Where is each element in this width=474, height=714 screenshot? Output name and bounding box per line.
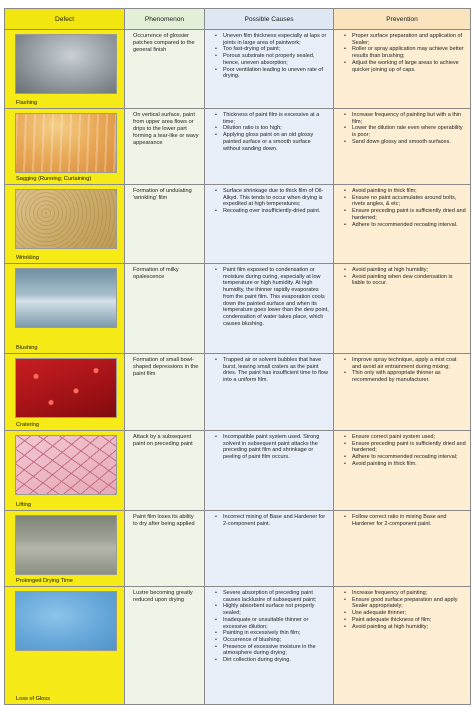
bullet-item: • Roller or spray application may achieve better results than brushing; — [344, 46, 466, 59]
bullet-item: • Proper surface preparation and application of Sealer; — [344, 33, 466, 46]
bullet-item: • Paint film exposed to condensation or moisture during curing, especially at low temperature or high humidity. At high humidity, the thinner rapidly evaporates from the paint film. This evaporation cools down the painted surface and when its temperature goes lower than the dew point, condensation of water takes place, which causes blushing. — [215, 267, 329, 327]
bullet-item: • Trapped air or solvent bubbles that have burst, leaving small craters as the paint dries. The paint has insufficient time to flow into a uniform film. — [215, 357, 329, 384]
bullet-item: • Severe absorption of preceding paint causes lacklustre of subsequent paint; — [215, 590, 329, 603]
header-prevention: Prevention — [334, 9, 471, 30]
causes-list — [205, 354, 333, 386]
phenomenon-text: On vertical surface, paint from upper area flows or drips to the lower part forming a tear-like or wavy appearance — [133, 112, 199, 147]
defect-name: Sagging (Running; Curtaining) — [16, 176, 92, 182]
bullet-item: • Use adequate thinner; — [344, 610, 466, 617]
bullet-item: • Avoid painting in thick film. — [344, 461, 466, 468]
bullet-item: • Inadequate or unsuitable thinner or excessive dilution; — [215, 617, 329, 630]
bullet-item: • Applying gloss paint on an old glossy painted surface or a smooth surface without sanding down. — [215, 132, 329, 152]
blushing-photo — [15, 268, 117, 328]
defect-cell — [5, 431, 125, 511]
causes-list — [205, 264, 333, 329]
causes-cell — [205, 431, 334, 511]
causes-list — [205, 431, 333, 463]
defect-cell — [5, 264, 125, 354]
bullet-item: • Poor ventilation leading to uneven rate of drying. — [215, 67, 329, 80]
bullet-item: • Occurrence of blushing; — [215, 637, 329, 644]
wrinkling-photo — [15, 189, 117, 249]
defect-cell — [5, 587, 125, 705]
bullet-item: • Thin only with appropriate thinner as recommended by manufacturer. — [344, 370, 466, 383]
phenomenon-text: Occurrence of glossier patches compared to the general finish — [133, 33, 195, 54]
bullet-item: • Follow correct ratio in mixing Base and Hardener for 2-component paint. — [344, 514, 466, 527]
defect-cell — [5, 354, 125, 431]
bullet-item: • Avoid painting at high humidity; — [344, 267, 466, 274]
phenomenon-cell — [125, 185, 205, 264]
bullet-item: • Ensure correct paint system used; — [344, 434, 466, 441]
prevention-list — [334, 587, 470, 632]
defect-name: Prolonged Drying Time — [16, 578, 73, 584]
table-row — [5, 264, 471, 354]
bullet-item: • Uneven film thickness especially at laps or joints in large area of paintwork; — [215, 33, 329, 46]
bullet-item: • Improve spray technique, apply a mist coat and avoid air entrainment during mixing; — [344, 357, 466, 370]
bullet-item: • Avoid painting in thick film; — [344, 188, 466, 195]
table-row — [5, 587, 471, 705]
table-row — [5, 30, 471, 109]
prevention-list — [334, 109, 470, 148]
bullet-item: • Recoating over insufficiently-dried paint. — [215, 208, 329, 215]
phenomenon-text: Paint film loses its ability to dry after being applied — [133, 514, 195, 528]
loss-of-gloss-photo — [15, 591, 117, 651]
defect-name: Cratering — [16, 422, 40, 428]
bullet-item: • Porous substrate not properly sealed, hence, uneven absorption; — [215, 53, 329, 66]
bullet-item: • Surface shrinkage due to thick film of Oil-Alkyd. This tends to occur when drying is expedited at high temperatures; — [215, 188, 329, 208]
causes-cell — [205, 511, 334, 587]
table-row — [5, 109, 471, 185]
bullet-item: • Presence of excessive moisture in the atmosphere during drying; — [215, 644, 329, 657]
defect-name: Wrinkling — [16, 255, 39, 261]
defect-cell — [5, 30, 125, 109]
phenomenon-cell — [125, 30, 205, 109]
causes-list — [205, 109, 333, 154]
bullet-item: • Thickness of paint film is excessive at a time; — [215, 112, 329, 125]
phenomenon-text: Formation of small bowl-shaped depressions in the paint film — [133, 357, 199, 378]
bullet-item: • Adhere to recommended recoating interval; — [344, 454, 466, 461]
bullet-item: • Increase frequency of painting; — [344, 590, 466, 597]
prevention-list — [334, 431, 470, 470]
prevention-list — [334, 264, 470, 289]
prevention-cell — [334, 109, 471, 185]
causes-cell — [205, 587, 334, 705]
causes-cell — [205, 185, 334, 264]
phenomenon-cell — [125, 431, 205, 511]
phenomenon-cell — [125, 511, 205, 587]
bullet-item: • Increase frequency of painting but with a thin film; — [344, 112, 466, 125]
flashing-photo — [15, 34, 117, 94]
bullet-item: • Ensure preceding paint is sufficiently dried and hardened; — [344, 208, 466, 221]
phenomenon-cell — [125, 587, 205, 705]
prevention-cell — [334, 587, 471, 705]
defect-name: Lifting — [16, 502, 31, 508]
prevention-cell — [334, 511, 471, 587]
phenomenon-text: Formation of milky opalescence — [133, 267, 179, 281]
phenomenon-cell — [125, 354, 205, 431]
defect-cell — [5, 511, 125, 587]
causes-cell — [205, 109, 334, 185]
table-row — [5, 185, 471, 264]
phenomenon-text: Formation of undulating 'wrinkling' film — [133, 188, 192, 202]
lifting-photo — [15, 435, 117, 495]
prevention-cell — [334, 185, 471, 264]
bullet-item: • Highly absorbent surface not properly sealed; — [215, 603, 329, 616]
prevention-cell — [334, 354, 471, 431]
header-possible-causes: Possible Causes — [205, 9, 334, 30]
causes-cell — [205, 264, 334, 354]
defect-name: Blushing — [16, 345, 38, 351]
prevention-list — [334, 30, 470, 75]
prevention-list — [334, 511, 470, 529]
bullet-item: • Dilution ratio is too high; — [215, 125, 329, 132]
prevention-cell — [334, 264, 471, 354]
bullet-item: • Incompatible paint system used. Strong solvent in subsequent paint attacks the preceding paint film and shrinkage or peeling of paint film occurs. — [215, 434, 329, 461]
defect-name: Loss of Gloss — [16, 696, 50, 702]
bullet-item: • Ensure preceding paint is sufficiently dried and hardened; — [344, 441, 466, 454]
phenomenon-text: Attack by a subsequent paint on preceding paint — [133, 434, 193, 448]
phenomenon-cell — [125, 264, 205, 354]
causes-list — [205, 30, 333, 82]
phenomenon-cell — [125, 109, 205, 185]
paint-defects-table — [4, 8, 471, 705]
bullet-item: • Ensure good surface preparation and apply Sealer appropriately; — [344, 597, 466, 610]
causes-cell — [205, 354, 334, 431]
bullet-item: • Adhere to recommended recoating interval. — [344, 222, 466, 229]
defect-cell — [5, 109, 125, 185]
table-row — [5, 511, 471, 587]
bullet-item: • Avoid painting at high humidity; — [344, 624, 466, 631]
phenomenon-text: Lustre becoming greatly reduced upon drying — [133, 590, 193, 604]
prevention-list — [334, 354, 470, 386]
causes-list — [205, 511, 333, 529]
bullet-item: • Too fast-drying of paint; — [215, 46, 329, 53]
bullet-item: • Painting in excessively thin film; — [215, 630, 329, 637]
bullet-item: • Avoid painting when dew condensation is liable to occur. — [344, 274, 466, 287]
sagging-photo — [15, 113, 117, 173]
prevention-cell — [334, 30, 471, 109]
causes-list — [205, 185, 333, 217]
defect-cell — [5, 185, 125, 264]
causes-list — [205, 587, 333, 666]
bullet-item: • Adjust the working of large areas to achieve quicker joining up of caps. — [344, 60, 466, 73]
cratering-photo — [15, 358, 117, 418]
defect-name: Flashing — [16, 100, 38, 106]
table-row — [5, 431, 471, 511]
header-defect: Defect — [5, 9, 125, 30]
table-row — [5, 354, 471, 431]
header-phenomenon: Phenomenon — [125, 9, 205, 30]
bullet-item: • Paint adequate thickness of film; — [344, 617, 466, 624]
bullet-item: • Incorrect mixing of Base and Hardener for 2-component paint. — [215, 514, 329, 527]
bullet-item: • Sand down glossy and smooth surfaces. — [344, 139, 466, 146]
prolonged-drying-photo — [15, 515, 117, 575]
prevention-cell — [334, 431, 471, 511]
prevention-list — [334, 185, 470, 230]
bullet-item: • Dirt collection during drying. — [215, 657, 329, 664]
table-header-row — [5, 9, 471, 30]
bullet-item: • Lower the dilution rate even where operability is poor; — [344, 125, 466, 138]
causes-cell — [205, 30, 334, 109]
bullet-item: • Ensure no paint accumulates around bolts, rivets angles, & etc; — [344, 195, 466, 208]
